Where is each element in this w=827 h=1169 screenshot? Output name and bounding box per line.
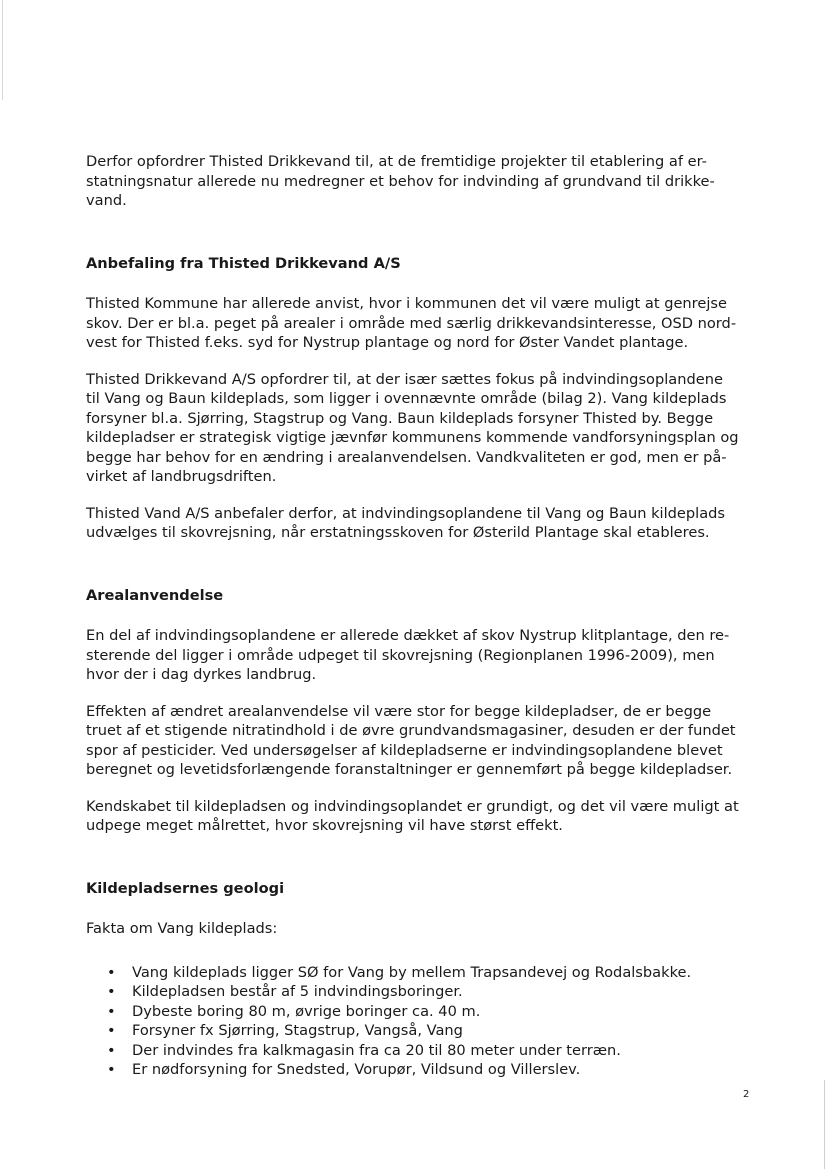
text-line: kildepladser er strategisk vigtige jævnfør kommunens kommende vandforsyningsplan og	[86, 429, 739, 446]
text-line: udpege meget målrettet, hvor skovrejsning vil have størst effekt.	[86, 817, 563, 834]
list-item: • Vang kildeplads ligger SØ for Vang by mellem Trapsandevej og Rodalsbakke.	[132, 963, 756, 983]
text-line: udvælges til skovrejsning, når erstatningsskoven for Østerild Plantage skal etableres.	[86, 524, 710, 541]
section-heading-geologi: Kildepladsernes geologi	[86, 879, 285, 897]
text-line: spor af pesticider. Ved undersøgelser af kildepladserne er indvindingsoplandene blevet	[86, 741, 723, 759]
text-line: En del af indvindingsoplandene er allerede dækket af skov Nystrup klitplantage, den re-	[86, 627, 730, 644]
page-number: 2	[743, 1089, 750, 1100]
text-line: beregnet og levetidsforlængende foranstaltninger er gennemført på begge kildepladser.	[86, 761, 733, 778]
text-line: forsyner bl.a. Sjørring, Stagstrup og Vang. Baun kildeplads forsyner Thisted by. Begge	[86, 409, 714, 427]
intro-paragraph	[86, 152, 756, 211]
text-line: hvor der i dag dyrkes landbrug.	[86, 666, 317, 683]
document-body	[86, 152, 756, 1080]
text-line: Thisted Vand A/S anbefaler derfor, at indvindingsoplandene til Vang og Baun kildeplads	[86, 504, 726, 522]
list-item: • Forsyner fx Sjørring, Stagstrup, Vangså, Vang	[132, 1021, 756, 1041]
text-line: Thisted Drikkevand A/S opfordrer til, at der især sættes fokus på indvindingsoplandene	[86, 370, 723, 388]
paragraph	[86, 797, 756, 836]
facts-list	[86, 963, 756, 1081]
scan-edge-left	[2, 0, 3, 100]
paragraph	[86, 370, 756, 487]
text-line: vand.	[86, 192, 127, 209]
paragraph	[86, 504, 756, 543]
paragraph	[86, 294, 756, 353]
text-line: Thisted Kommune har allerede anvist, hvor i kommunen det vil være muligt at genrejse	[86, 295, 727, 312]
list-item: • Dybeste boring 80 m, øvrige boringer ca. 40 m.	[132, 1002, 756, 1022]
text-line: Effekten af ændret arealanvendelse vil være stor for begge kildepladser, de er begge	[86, 702, 712, 720]
text-line: til Vang og Baun kildeplads, som ligger i ovennævnte område (bilag 2). Vang kildeplads	[86, 390, 727, 407]
paragraph	[86, 626, 756, 685]
section-heading-arealanvendelse: Arealanvendelse	[86, 586, 224, 604]
list-item: • Kildepladsen består af 5 indvindingsboringer.	[132, 982, 756, 1002]
facts-intro: Fakta om Vang kildeplads:	[86, 920, 278, 937]
scan-edge-right	[824, 1080, 825, 1169]
text-line: virket af landbrugsdriften.	[86, 468, 277, 485]
text-line: Kendskabet til kildepladsen og indvindingsoplandet er grundigt, og det vil være muligt at	[86, 797, 739, 815]
text-line: Derfor opfordrer Thisted Drikkevand til, at de fremtidige projekter til etablering af er-	[86, 153, 707, 170]
list-item: • Der indvindes fra kalkmagasin fra ca 20 til 80 meter under terræn.	[132, 1041, 756, 1061]
paragraph	[86, 702, 756, 780]
text-line: statningsnatur allerede nu medregner et behov for indvinding af grundvand til drikke-	[86, 172, 715, 190]
section-heading-anbefaling: Anbefaling fra Thisted Drikkevand A/S	[86, 254, 401, 272]
text-line: vest for Thisted f.eks. syd for Nystrup plantage og nord for Øster Vandet plantage.	[86, 334, 689, 351]
text-line: skov. Der er bl.a. peget på arealer i område med særlig drikkevandsinteresse, OSD nord-	[86, 314, 737, 332]
text-line: sterende del ligger i område udpeget til skovrejsning (Regionplanen 1996-2009), men	[86, 646, 715, 664]
text-line: begge har behov for en ændring i arealanvendelsen. Vandkvaliteten er god, men er på-	[86, 448, 727, 466]
text-line: truet af et stigende nitratindhold i de øvre grundvandsmagasiner, desuden er der fundet	[86, 722, 736, 739]
list-item: • Er nødforsyning for Snedsted, Vorupør, Vildsund og Villerslev.	[132, 1060, 756, 1080]
